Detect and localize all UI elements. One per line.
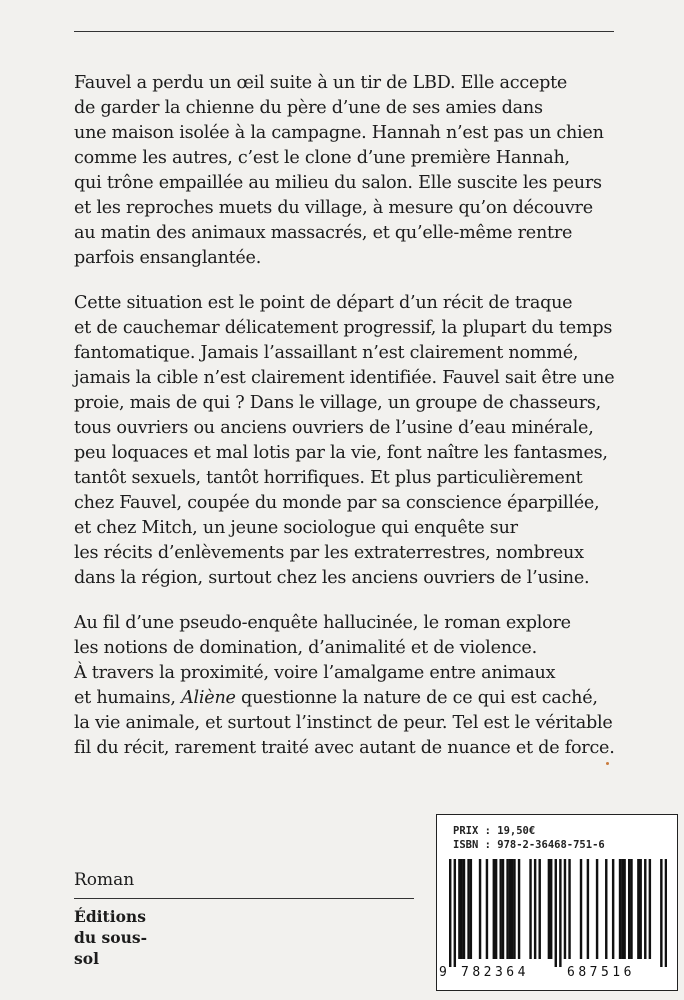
text-line: fil du récit, rarement traité avec autant de nuance et de force. (74, 738, 615, 758)
barcode-bar (511, 859, 513, 959)
text-line: au matin des animaux massacrés, et qu’elle-même rentre (74, 223, 573, 243)
publisher-line: du sous- (74, 928, 147, 947)
book-title: Aliène (181, 688, 236, 708)
barcode-bar (449, 859, 451, 967)
text-line: Fauvel a perdu un œil suite à un tir de LBD. Elle accepte (74, 73, 568, 93)
text-line: parfois ensanglantée. (74, 248, 262, 268)
publisher-line: Éditions (74, 907, 146, 926)
text-line: les notions de domination, d’animalité et de violence. (74, 638, 537, 658)
barcode-bar (486, 859, 488, 959)
barcode-digit-lead: 9 (439, 965, 447, 980)
barcode-bar (619, 859, 621, 959)
barcode-bar (502, 859, 504, 959)
barcode-bar (509, 859, 511, 959)
barcode-bar (637, 859, 639, 959)
blurb-paragraph-3 (74, 611, 634, 761)
barcode-bar (660, 859, 662, 967)
text-line: la vie animale, et surtout l’instinct de peur. Tel est le véritable (74, 713, 613, 733)
barcode-bar (587, 859, 589, 959)
text-line: tantôt sexuels, tantôt horrifiques. Et plus particulièrement (74, 468, 583, 488)
barcode-icon (449, 859, 667, 967)
genre-rule (74, 898, 414, 899)
publisher-name (74, 906, 147, 969)
barcode-bar (529, 859, 531, 959)
text-line: et chez Mitch, un jeune sociologue qui enquête sur (74, 518, 518, 538)
text-line: tous ouvriers ou anciens ouvriers de l’usine d’eau minérale, (74, 418, 594, 438)
blurb-paragraph-1 (74, 71, 634, 271)
barcode-bar (548, 859, 550, 959)
barcode-bar (538, 859, 540, 959)
barcode-bar (458, 859, 460, 959)
text-line: comme les autres, c’est le clone d’une première Hannah, (74, 148, 570, 168)
back-cover-blurb (74, 71, 634, 781)
barcode-bar (495, 859, 497, 959)
barcode-bar (479, 859, 481, 959)
barcode-bar (550, 859, 552, 959)
barcode-bar (605, 859, 607, 959)
text-line: fantomatique. Jamais l’assaillant n’est clairement nommé, (74, 343, 579, 363)
barcode-bar (555, 859, 557, 967)
barcode-bar (454, 859, 456, 967)
text-line: les récits d’enlèvements par les extraterrestres, nombreux (74, 543, 584, 563)
barcode-bar (493, 859, 495, 959)
barcode-bar (630, 859, 632, 959)
barcode-box (436, 814, 678, 991)
barcode-bar (470, 859, 472, 959)
text-line: chez Fauvel, coupée du monde par sa conscience éparpillée, (74, 493, 600, 513)
text-line: À travers la proximité, voire l’amalgame entre animaux (74, 663, 556, 683)
barcode-bar (559, 859, 561, 967)
barcode-bar (649, 859, 651, 959)
barcode-bar (499, 859, 501, 959)
text-line: qui trône empaillée au milieu du salon. Elle suscite les peurs (74, 173, 602, 193)
barcode-digits (439, 964, 677, 982)
barcode-bar (513, 859, 515, 959)
text-fragment: questionne la nature de ce qui est caché, (235, 688, 598, 708)
barcode-bar (568, 859, 570, 959)
barcode-bar (628, 859, 630, 959)
barcode-digits-left: 782364 (461, 965, 529, 980)
barcode-bar (518, 859, 520, 959)
text-fragment: et humains, (74, 688, 182, 708)
text-line: peu loquaces et mal lotis par la vie, font naître les fantasmes, (74, 443, 608, 463)
barcode-bar (621, 859, 623, 959)
text-line: et de cauchemar délicatement progressif, la plupart du temps (74, 318, 613, 338)
barcode-bar (612, 859, 614, 959)
text-line: Cette situation est le point de départ d’un récit de traque (74, 293, 573, 313)
barcode-bar (506, 859, 508, 959)
barcode-bar (564, 859, 566, 959)
barcode-bar (580, 859, 582, 959)
top-rule (74, 31, 614, 32)
genre-label: Roman (74, 870, 135, 890)
text-line: une maison isolée à la campagne. Hannah n’est pas un chien (74, 123, 604, 143)
barcode-bar (644, 859, 646, 959)
blurb-paragraph-2 (74, 291, 634, 591)
text-line: de garder la chienne du père d’une de ses amies dans (74, 98, 543, 118)
barcode-bar (460, 859, 462, 959)
text-line: proie, mais de qui ? Dans le village, un groupe de chasseurs, (74, 393, 602, 413)
text-line: Au fil d’une pseudo-enquête hallucinée, le roman explore (74, 613, 571, 633)
barcode-bar (467, 859, 469, 959)
barcode-bar (463, 859, 465, 959)
barcode-bar (596, 859, 598, 959)
price-label: PRIX : 19,50€ (453, 825, 536, 837)
text-line: et les reproches muets du village, à mesure qu’on découvre (74, 198, 593, 218)
ink-speck (606, 762, 609, 765)
barcode-bar (639, 859, 641, 959)
barcode-bar (534, 859, 536, 959)
text-line: dans la région, surtout chez les anciens ouvriers de l’usine. (74, 568, 590, 588)
text-line (74, 686, 634, 711)
barcode-bar (665, 859, 667, 967)
barcode-bar (623, 859, 625, 959)
text-line: jamais la cible n’est clairement identifiée. Fauvel sait être une (74, 368, 615, 388)
isbn-label: ISBN : 978-2-36468-751-6 (453, 839, 605, 851)
barcode-digits-right: 687516 (567, 965, 635, 980)
publisher-line: sol (74, 949, 99, 968)
